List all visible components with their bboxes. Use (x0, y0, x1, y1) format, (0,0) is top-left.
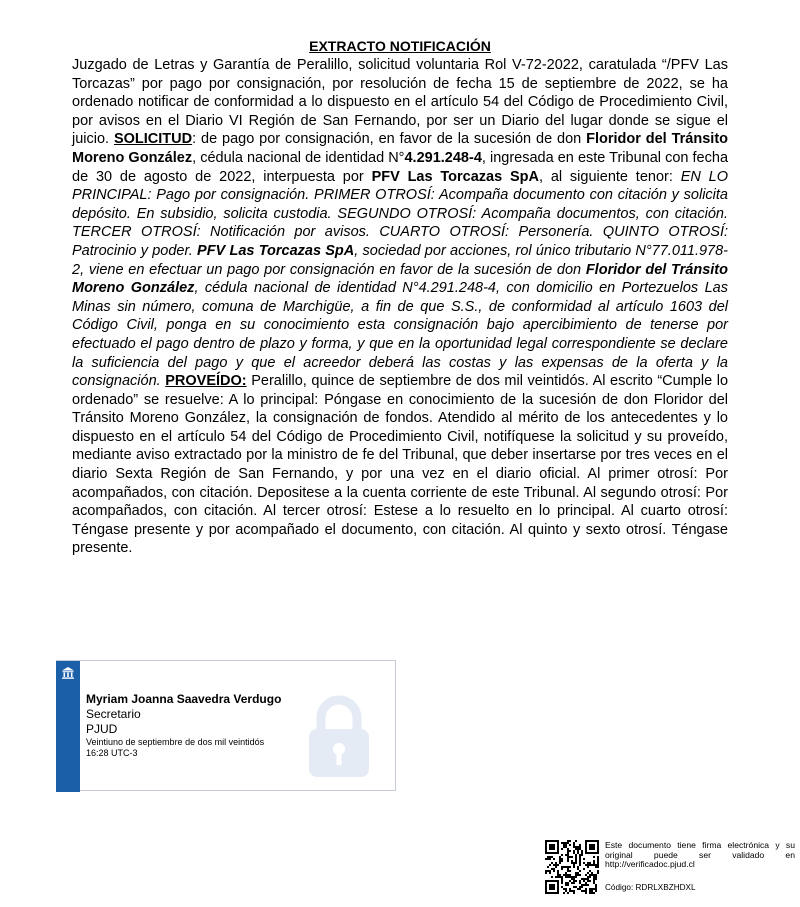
applicant-name: PFV Las Torcazas SpA (371, 168, 539, 185)
courthouse-icon (61, 666, 75, 680)
signature-time: 16:28 UTC-3 (86, 747, 138, 758)
id-number: 4.291.248-4 (404, 149, 482, 166)
signature-details (86, 692, 386, 758)
signature-date: Veintiuno de septiembre de dos mil veintidós (86, 737, 265, 747)
verification-footer (545, 840, 795, 895)
petition-text: , cédula nacional de identidad N°4.291.248-4, con domicilio en Portezuelos Las Minas sin número, comuna de Marchigüe, a fin de que S.S., de conformidad al artículo 1603 del Código Civil, ponga en su conocimiento esta consignación bajo apercibimiento de tenerse por efectuado el pago dentro de plazo y forma, y que en la oportunidad legal correspondiente se declare la suficiencia del pago y que el acreedor deberá las costas y las expensas de la oferta y la consignación. (72, 280, 728, 390)
body-text-segment: , cédula nacional de identidad N° (192, 149, 405, 166)
body-text-segment: : de pago por consignación, en favor de la sucesión de don (192, 131, 587, 148)
deceased-name-italic: Floridor del Tránsito Moreno González (72, 261, 728, 297)
petition-summary: EN LO PRINCIPAL: Pago por consignación. PRIMER OTROSÍ: Acompaña documento con citación y solicita depósito. En subsidio, solicita custodia. SEGUNDO OTROSÍ: Acompaña documentos, con citación. TERCER OTROSÍ: Notificación por avisos. CUARTO OTROSÍ: Personería. QUINTO OTROSÍ: Patrocinio y poder. (72, 168, 728, 259)
document-title: EXTRACTO NOTIFICACIÓN (309, 38, 491, 54)
qr-code-icon (545, 840, 599, 894)
verification-code: Código: RDRLXBZHDXL (605, 883, 696, 892)
signature-accent-bar (56, 661, 80, 792)
petition-text: , sociedad por acciones, rol único tributario N°77.011.978-2, viene en efectuar un pago por consignación en favor de la sucesión de don (72, 242, 729, 278)
verification-text: Este documento tiene firma electrónica y su original puede ser validado en http://verificadoc.pjud.cl (605, 840, 795, 870)
intro-text: Juzgado de Letras y Garantía de Peralillo, solicitud voluntaria Rol V-72-2022, caratulada “/PFV Las Torcazas” por pago por consignación, por resolución de fecha 15 de septiembre de 2022, se ha ordenado notificar de conformidad a lo dispuesto en el artículo 54 del Código de Procedimiento Civil, por avisos en el Diario VI Región de San Fernando, por ser un Diario del lugar donde se sigue el juicio. (72, 57, 728, 148)
resolution-text: Peralillo, quince de septiembre de dos mil veintidós. Al escrito “Cumple lo ordenado” se resuelve: A lo principal: Póngase en conocimiento de la sucesión de don Floridor del Tránsito Moreno González, la consignación de fondos. Atendido al mérito de los antecedentes y lo dispuesto en el artículo 54 del Código de Procedimiento Civil, notifíquese la solicitud y su proveído, mediante aviso extractado por la ministro de fe del Tribunal, que deber insertarse por tres veces en el diario Sexta Región de San Fernando, y por una vez en el diario oficial. Al primer otrosí: Por acompañados, con citación. Depositese a la cuenta corriente de este Tribunal. Al segundo otrosí: Por acompañados, con citación. Al tercer otrosí: Estese a lo resuelto en lo principal. Al cuarto otrosí: Téngase presente y por acompañado el documento, con citación. Al quinto y sexto otrosí. Téngase presente. (72, 373, 729, 557)
signer-name: Myriam Joanna Saavedra Verdugo (86, 692, 282, 706)
signer-role: Secretario (86, 707, 141, 721)
proveido-heading: PROVEÍDO: (165, 373, 247, 390)
solicitud-heading: SOLICITUD (113, 131, 193, 148)
signer-organization: PJUD (86, 722, 118, 736)
body-text-segment: , ingresada en este Tribunal con fecha de 30 de agosto de 2022, interpuesta por (72, 149, 729, 185)
notification-document (72, 38, 728, 558)
document-body (72, 56, 728, 558)
deceased-name: Floridor del Tránsito Moreno González (72, 131, 729, 166)
electronic-signature-box (56, 660, 396, 791)
body-text-segment: , al siguiente tenor: (538, 168, 681, 185)
applicant-name-italic: PFV Las Torcazas SpA (197, 242, 355, 259)
